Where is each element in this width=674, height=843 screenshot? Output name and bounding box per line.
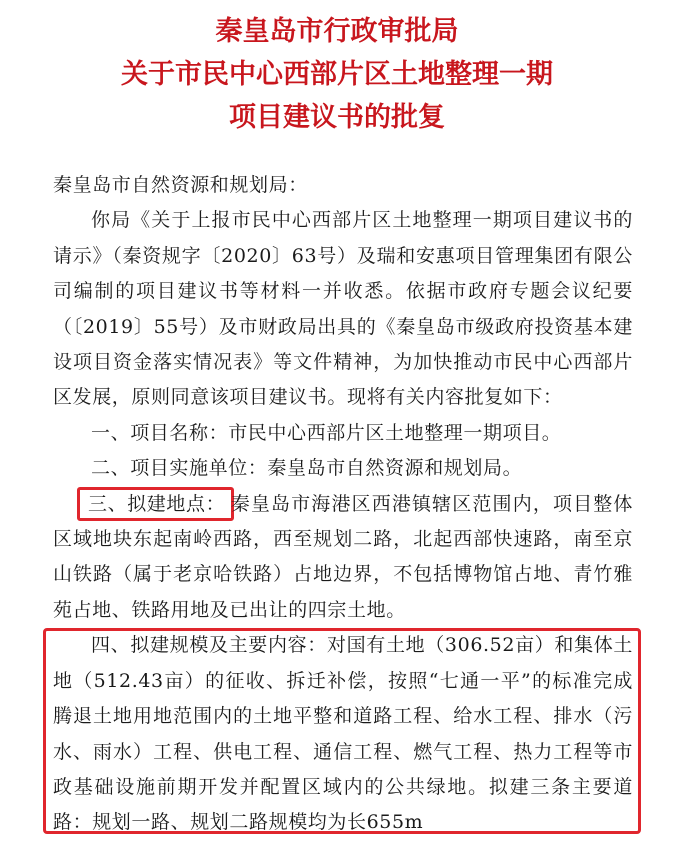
document-title	[0, 10, 674, 139]
title-line-3: 项目建议书的批复	[229, 102, 445, 133]
item-scale-content: 四、拟建规模及主要内容：对国有土地（306.52亩）和集体土地（512.43亩）的征收、拆迁补偿，按照“七通一平”的标准完成腾退土地用地范围内的土地平整和道路工程、给水工程、排水（污水、雨水）工程、供电工程、通信工程、燃气工程、热力工程等市政基础设施前期开发并配置区域内的公共绿地。拟建三条主要道路：规划一路、规划二路规模均为长655m	[53, 634, 633, 834]
location-text: 秦皇岛市海港区西港镇辖区范围内，项目整体区域地块东起南岭西路，西至规划二路，北起西部快速路，南至京山铁路（属于老京哈铁路）占地边界，不包括博物馆占地、青竹雅苑占地、铁路用地及已出让的四宗土地。	[53, 492, 633, 621]
title-line-1: 秦皇岛市行政审批局	[215, 16, 459, 47]
item-implementing-unit: 二、项目实施单位：秦皇岛市自然资源和规划局。	[91, 457, 523, 480]
highlight-box-scale-content	[43, 628, 641, 834]
item-proposed-location	[53, 487, 633, 629]
highlighted-location-label: 三、拟建地点：	[77, 487, 234, 521]
item-project-name: 一、项目名称：市民中心西部片区土地整理一期项目。	[91, 421, 562, 444]
title-line-2: 关于市民中心西部片区土地整理一期	[121, 59, 553, 90]
intro-paragraph: 你局《关于上报市民中心西部片区土地整理一期项目建议书的请示》（秦资规字〔2020〕63号）及瑞和安惠项目管理集团有限公司编制的项目建议书等材料一并收悉。依据市政府专题会议纪要（〔2019〕55号）及市财政局出具的《秦皇岛市级政府投资基本建设项目资金落实情况表》等文件精神，为加快推动市民中心西部片区发展，原则同意该项目建议书。现将有关内容批复如下：	[53, 209, 633, 409]
salutation: 秦皇岛市自然资源和规划局：	[53, 174, 308, 196]
